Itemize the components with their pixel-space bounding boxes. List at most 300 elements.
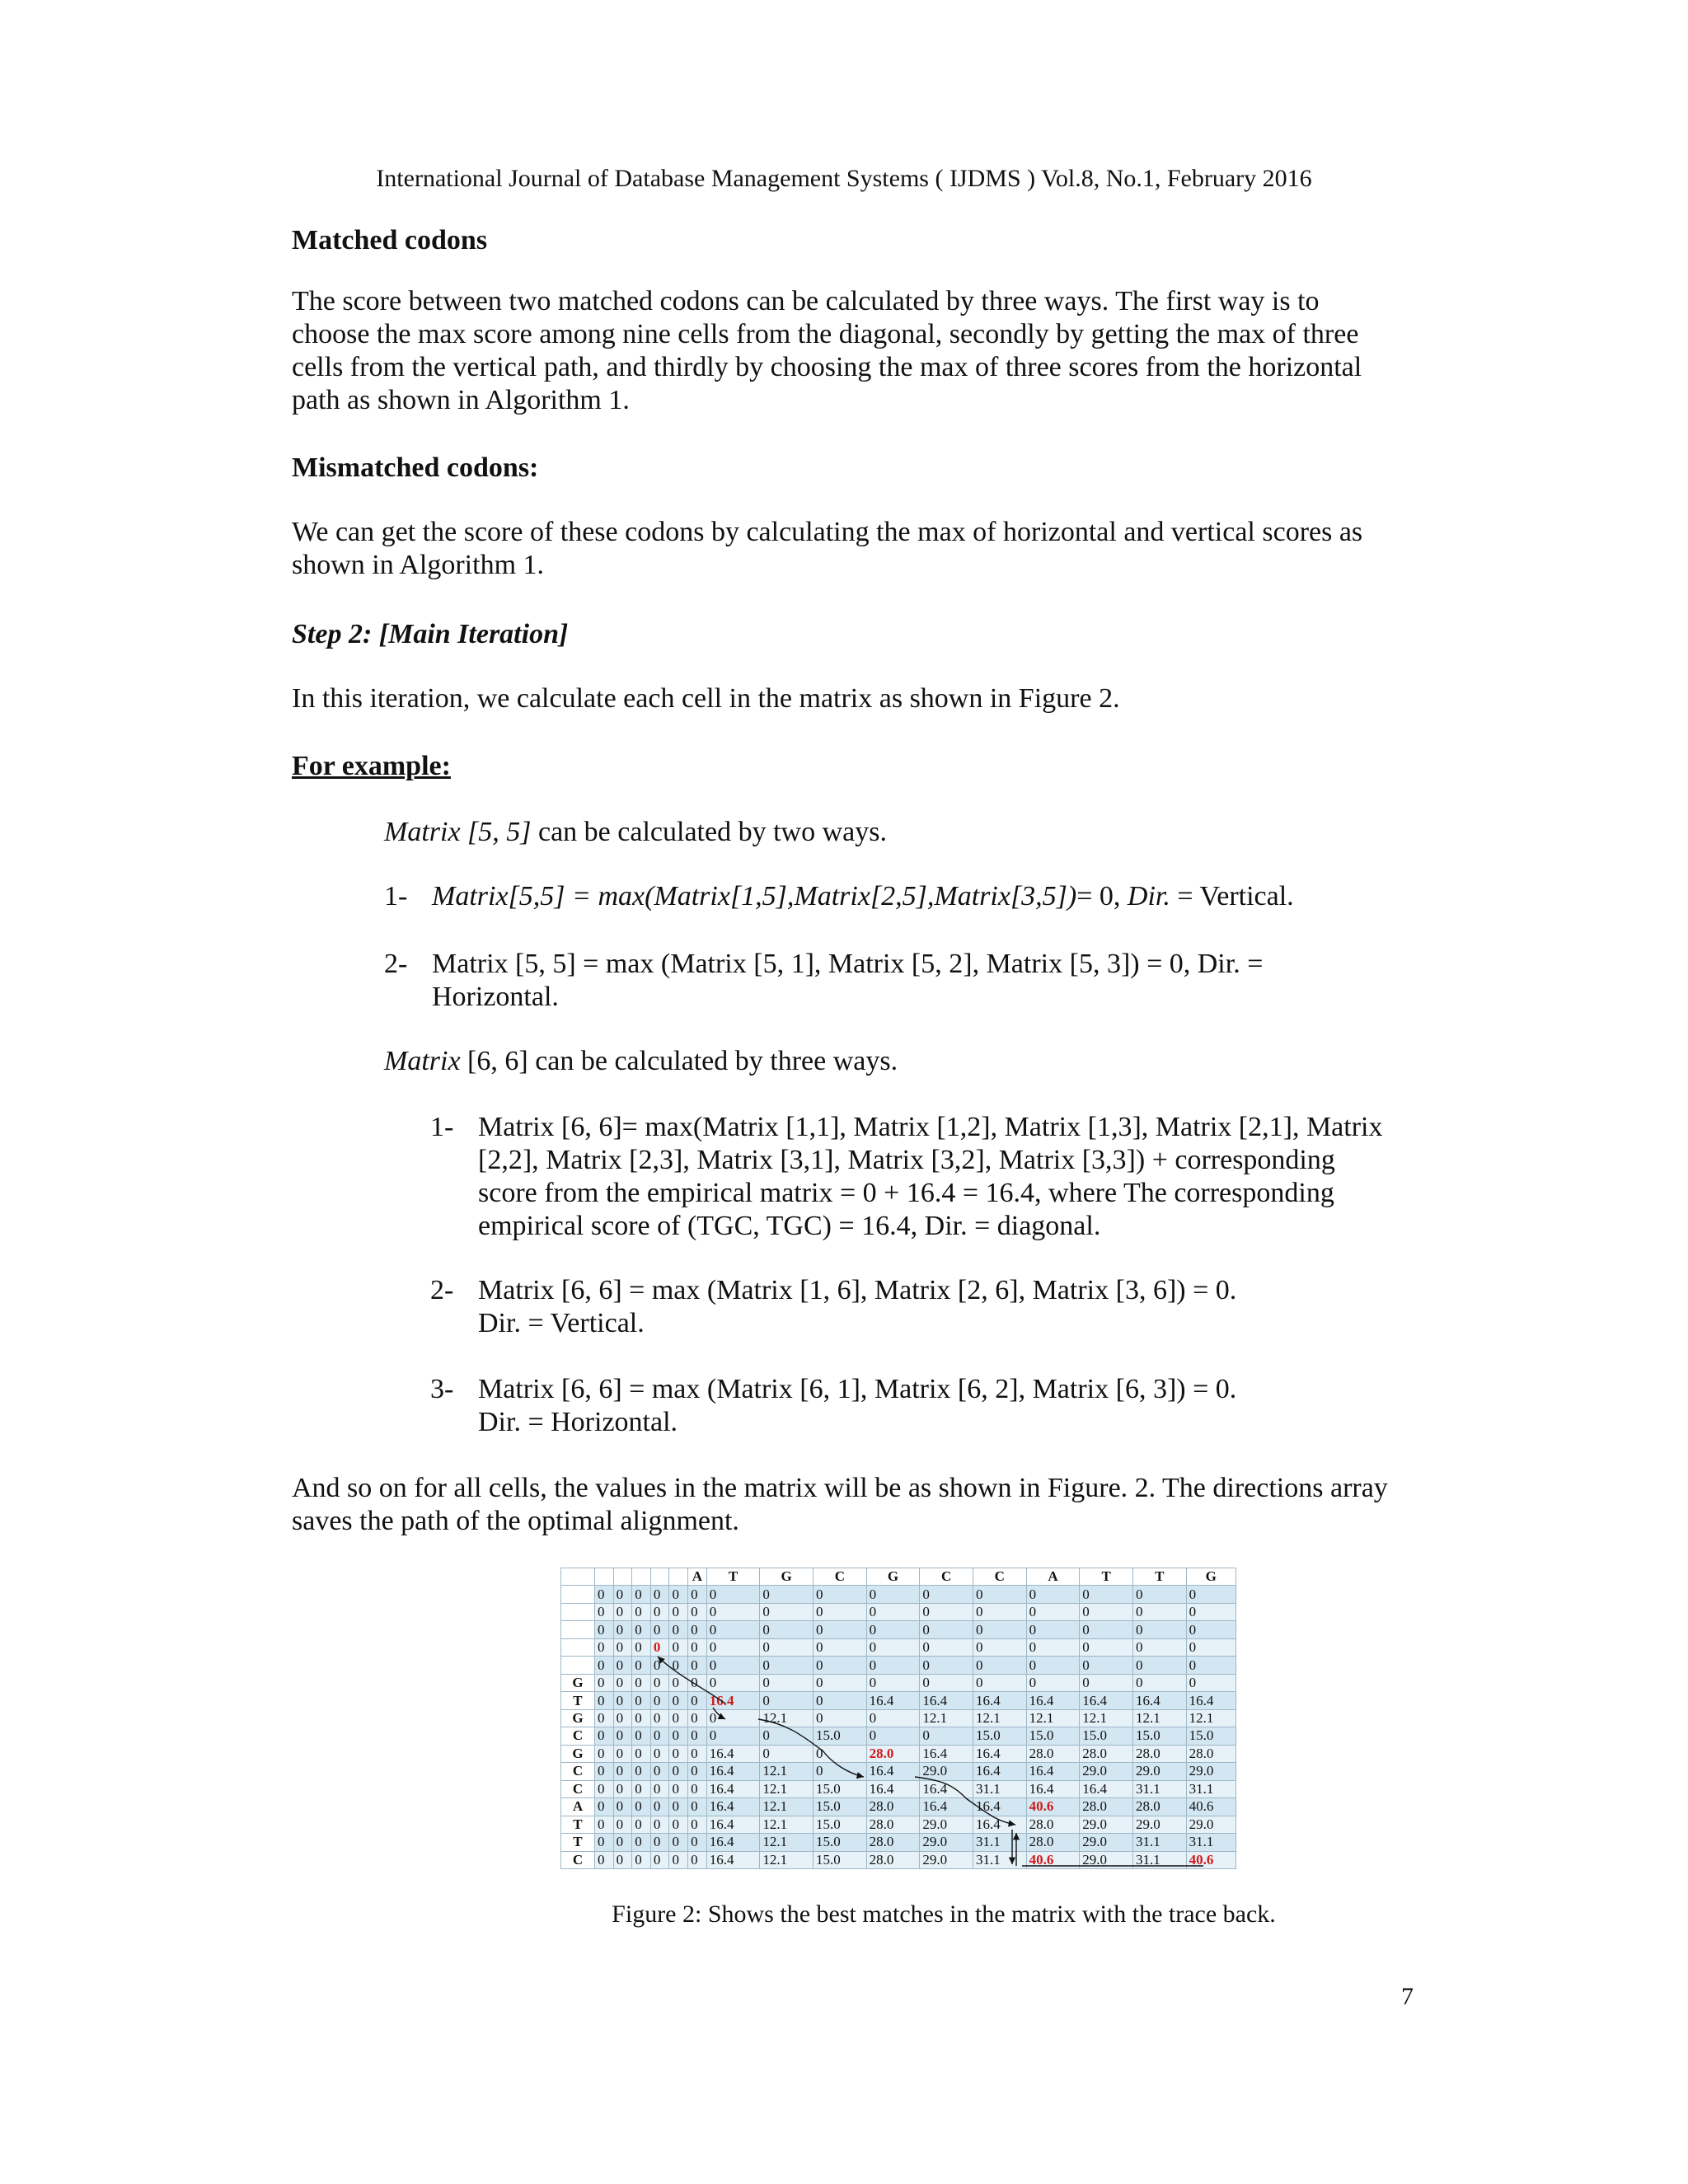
matrix-cell: 28.0 — [866, 1816, 920, 1833]
matrix-cell: 0 — [594, 1657, 613, 1674]
matrix-cell: 0 — [669, 1692, 688, 1709]
matrix-cell: 0 — [650, 1798, 669, 1816]
matrix-cell: 16.4 — [866, 1780, 920, 1797]
row-label: A — [561, 1798, 595, 1816]
matrix-cell: 0 — [1132, 1674, 1186, 1691]
matrix-cell: 0 — [760, 1674, 814, 1691]
matrix-cell: 16.4 — [973, 1692, 1026, 1709]
matrix-cell: 0 — [1026, 1638, 1080, 1656]
matrix-cell: 0 — [760, 1657, 814, 1674]
matrix-cell: 16.4 — [920, 1692, 973, 1709]
matrix-cell: 0 — [632, 1745, 651, 1762]
matrix-cell: 0 — [866, 1638, 920, 1656]
matrix-cell: 31.1 — [1132, 1834, 1186, 1851]
matrix-cell: 0 — [973, 1603, 1026, 1620]
text-line: And so on for all cells, the values in the matrix will be as shown in Figure. 2. The directions array — [292, 1473, 1388, 1503]
matrix-cell: 15.0 — [814, 1798, 867, 1816]
matrix-cell: 0 — [669, 1763, 688, 1780]
matrix-cell: 0 — [594, 1834, 613, 1851]
matrix-cell: 0 — [669, 1798, 688, 1816]
matrix-cell: 28.0 — [1080, 1798, 1133, 1816]
matrix-cell: 29.0 — [1132, 1816, 1186, 1833]
matrix-cell: 31.1 — [1186, 1780, 1236, 1797]
matrix-cell: 12.1 — [1026, 1709, 1080, 1727]
matrix-cell: 0 — [613, 1780, 632, 1797]
matrix-cell: 0 — [594, 1851, 613, 1869]
matrix-cell: 0 — [613, 1638, 632, 1656]
matrix-cell: 16.4 — [1026, 1763, 1080, 1780]
matrix-cell: 0 — [1080, 1657, 1133, 1674]
matrix-cell: 0 — [920, 1727, 973, 1745]
text-line: We can get the score of these codons by calculating the max of horizontal and vertical scores as — [292, 517, 1363, 547]
column-header — [669, 1568, 688, 1586]
text-line: shown in Algorithm 1. — [292, 550, 545, 580]
matrix-cell: 0 — [594, 1763, 613, 1780]
column-header: G — [760, 1568, 814, 1586]
matrix-cell: 0 — [814, 1709, 867, 1727]
matrix-cell: 0 — [1186, 1657, 1236, 1674]
matrix-cell: 15.0 — [814, 1780, 867, 1797]
paragraph-mismatched-codons — [292, 516, 1413, 582]
matrix-cell: 0 — [1186, 1621, 1236, 1638]
text-line: Dir. = Vertical. — [478, 1308, 645, 1338]
matrix-cell: 15.0 — [814, 1727, 867, 1745]
matrix-cell: 0 — [613, 1745, 632, 1762]
matrix-cell: 0 — [1186, 1603, 1236, 1620]
matrix-cell: 31.1 — [973, 1851, 1026, 1869]
matrix-cell: 0 — [1080, 1638, 1133, 1656]
matrix66-way-3 — [430, 1373, 1419, 1439]
dir-value: = Vertical. — [1170, 881, 1294, 912]
matrix-cell: 0 — [613, 1763, 632, 1780]
matrix-cell: 0 — [632, 1709, 651, 1727]
matrix-cell: 0 — [594, 1603, 613, 1620]
formula: Matrix[5,5] = max(Matrix[1,5],Matrix[2,5],Matrix[3,5]) — [432, 881, 1077, 912]
matrix-cell: 0 — [594, 1621, 613, 1638]
matrix-cell: 0 — [632, 1603, 651, 1620]
column-header: C — [920, 1568, 973, 1586]
matrix-cell: 0 — [594, 1816, 613, 1833]
text-line: The score between two matched codons can be calculated by three ways. The first way is to — [292, 286, 1320, 316]
matrix-cell: 0 — [613, 1674, 632, 1691]
matrix-cell: 0 — [650, 1586, 669, 1603]
heading-step-2: Step 2: [Main Iteration] — [292, 619, 569, 649]
matrix-cell: 0 — [688, 1709, 707, 1727]
matrix-row — [561, 1657, 1236, 1674]
matrix-cell: 0 — [760, 1621, 814, 1638]
matrix-cell: 0 — [632, 1727, 651, 1745]
matrix-row — [561, 1780, 1236, 1797]
matrix-cell: 0 — [706, 1727, 760, 1745]
matrix-cell: 0 — [814, 1586, 867, 1603]
matrix-cell: 0 — [669, 1834, 688, 1851]
matrix-cell: 0 — [632, 1674, 651, 1691]
matrix-cell: 16.4 — [706, 1834, 760, 1851]
matrix-cell: 0 — [706, 1674, 760, 1691]
matrix-cell: 0 — [650, 1638, 669, 1656]
matrix-cell: 0 — [866, 1727, 920, 1745]
column-header — [561, 1568, 595, 1586]
matrix-cell: 0 — [814, 1692, 867, 1709]
matrix-cell: 16.4 — [866, 1692, 920, 1709]
matrix-cell: 28.0 — [1186, 1745, 1236, 1762]
matrix-cell: 0 — [594, 1586, 613, 1603]
matrix-cell: 0 — [1080, 1674, 1133, 1691]
matrix-cell: 16.4 — [1080, 1692, 1133, 1709]
matrix-cell: 0 — [594, 1780, 613, 1797]
matrix-cell: 16.4 — [706, 1763, 760, 1780]
matrix-cell: 0 — [632, 1780, 651, 1797]
matrix-cell: 0 — [814, 1603, 867, 1620]
text-line: choose the max score among nine cells from the diagonal, secondly by getting the max of three — [292, 319, 1359, 349]
matrix-row — [561, 1674, 1236, 1691]
matrix-cell: 12.1 — [760, 1816, 814, 1833]
matrix-cell: 0 — [688, 1763, 707, 1780]
row-label: T — [561, 1816, 595, 1833]
matrix-cell: 0 — [688, 1638, 707, 1656]
matrix-cell: 16.4 — [706, 1816, 760, 1833]
matrix-cell: 16.4 — [973, 1798, 1026, 1816]
matrix-cell: 28.0 — [1026, 1816, 1080, 1833]
matrix-cell: 0 — [650, 1603, 669, 1620]
matrix-cell: 16.4 — [706, 1692, 760, 1709]
list-number: 1- — [384, 881, 408, 912]
matrix-cell: 0 — [594, 1798, 613, 1816]
matrix-cell: 0 — [669, 1851, 688, 1869]
matrix-cell: 0 — [669, 1674, 688, 1691]
matrix-cell: 0 — [650, 1692, 669, 1709]
matrix-cell: 0 — [688, 1745, 707, 1762]
list-number: 1- — [430, 1112, 454, 1142]
row-label — [561, 1621, 595, 1638]
matrix-cell: 0 — [650, 1851, 669, 1869]
paragraph-step-2: In this iteration, we calculate each cell in the matrix as shown in Figure 2. — [292, 683, 1120, 714]
matrix-cell: 29.0 — [920, 1763, 973, 1780]
column-header — [632, 1568, 651, 1586]
matrix-cell: 0 — [594, 1745, 613, 1762]
matrix-cell: 0 — [632, 1621, 651, 1638]
matrix-cell: 31.1 — [1132, 1780, 1186, 1797]
matrix-cell: 16.4 — [1132, 1692, 1186, 1709]
matrix-cell: 0 — [632, 1834, 651, 1851]
matrix-cell: 0 — [688, 1674, 707, 1691]
matrix-cell: 0 — [1080, 1603, 1133, 1620]
column-header: C — [973, 1568, 1026, 1586]
matrix-cell: 0 — [973, 1674, 1026, 1691]
matrix-cell: 16.4 — [920, 1745, 973, 1762]
matrix-row — [561, 1798, 1236, 1816]
text-line: Dir. = Horizontal. — [478, 1407, 678, 1437]
matrix-cell: 15.0 — [973, 1727, 1026, 1745]
matrix-cell: 0 — [613, 1603, 632, 1620]
matrix-cell: 0 — [613, 1586, 632, 1603]
matrix66-way-1 — [430, 1111, 1419, 1243]
matrix-cell: 0 — [760, 1638, 814, 1656]
matrix-cell: 0 — [650, 1780, 669, 1797]
matrix-cell: 0 — [613, 1798, 632, 1816]
matrix66-intro-text: [6, 6] can be calculated by three ways. — [460, 1046, 898, 1076]
matrix-cell: 0 — [650, 1621, 669, 1638]
matrix-cell: 16.4 — [973, 1816, 1026, 1833]
matrix-cell: 0 — [613, 1727, 632, 1745]
paragraph-matched-codons — [292, 285, 1413, 417]
matrix-cell: 29.0 — [920, 1816, 973, 1833]
matrix-cell: 12.1 — [1186, 1709, 1236, 1727]
figure-2-matrix — [560, 1568, 1236, 1869]
matrix-cell: 0 — [650, 1674, 669, 1691]
matrix-cell: 0 — [706, 1657, 760, 1674]
matrix-cell: 0 — [688, 1586, 707, 1603]
matrix-row — [561, 1603, 1236, 1620]
heading-mismatched-codons: Mismatched codons: — [292, 452, 539, 483]
matrix-cell: 29.0 — [920, 1851, 973, 1869]
matrix-cell: 0 — [688, 1603, 707, 1620]
figure-caption: Figure 2: Shows the best matches in the matrix with the trace back. — [612, 1900, 1276, 1928]
matrix-cell: 0 — [920, 1586, 973, 1603]
column-header: T — [1080, 1568, 1133, 1586]
matrix-cell: 0 — [920, 1603, 973, 1620]
matrix66-label: Matrix — [384, 1046, 461, 1076]
matrix-cell: 0 — [650, 1745, 669, 1762]
row-label: C — [561, 1780, 595, 1797]
matrix-cell: 31.1 — [973, 1780, 1026, 1797]
paragraph-closing — [292, 1472, 1413, 1538]
matrix-cell: 0 — [688, 1816, 707, 1833]
matrix-cell: 0 — [632, 1851, 651, 1869]
matrix-cell: 15.0 — [814, 1816, 867, 1833]
column-header: C — [814, 1568, 867, 1586]
matrix-cell: 0 — [760, 1692, 814, 1709]
matrix-cell: 0 — [920, 1621, 973, 1638]
matrix-row — [561, 1745, 1236, 1762]
matrix-cell: 29.0 — [1186, 1763, 1236, 1780]
text-line: Matrix [6, 6] = max (Matrix [6, 1], Matrix [6, 2], Matrix [6, 3]) = 0. — [478, 1374, 1237, 1404]
matrix-cell: 0 — [1186, 1674, 1236, 1691]
matrix66-way-2 — [430, 1274, 1419, 1340]
text-line: Matrix [6, 6]= max(Matrix [1,1], Matrix [1,2], Matrix [1,3], Matrix [2,1], Matrix — [478, 1112, 1383, 1142]
matrix-cell: 0 — [669, 1745, 688, 1762]
matrix-cell: 0 — [594, 1638, 613, 1656]
list-number: 2- — [430, 1275, 454, 1305]
matrix-cell: 0 — [613, 1621, 632, 1638]
matrix-cell: 29.0 — [1080, 1763, 1133, 1780]
matrix-cell: 0 — [1132, 1657, 1186, 1674]
matrix-cell: 0 — [669, 1816, 688, 1833]
matrix-cell: 0 — [594, 1709, 613, 1727]
matrix-cell: 0 — [706, 1638, 760, 1656]
matrix-cell: 0 — [1026, 1621, 1080, 1638]
matrix-cell: 0 — [613, 1692, 632, 1709]
matrix-cell: 16.4 — [706, 1745, 760, 1762]
matrix-cell: 0 — [669, 1727, 688, 1745]
matrix-cell: 0 — [688, 1621, 707, 1638]
matrix-cell: 0 — [669, 1657, 688, 1674]
matrix-row — [561, 1621, 1236, 1638]
list-number: 3- — [430, 1374, 454, 1404]
matrix-cell: 16.4 — [973, 1763, 1026, 1780]
matrix-cell: 12.1 — [760, 1709, 814, 1727]
matrix55-way-2 — [384, 948, 1373, 1014]
matrix-cell: 31.1 — [1132, 1851, 1186, 1869]
matrix-row — [561, 1586, 1236, 1603]
matrix-cell: 0 — [706, 1621, 760, 1638]
matrix-cell: 15.0 — [814, 1834, 867, 1851]
matrix-cell: 0 — [920, 1674, 973, 1691]
matrix-cell: 28.0 — [1026, 1745, 1080, 1762]
matrix-cell: 0 — [1026, 1603, 1080, 1620]
column-header: A — [688, 1568, 707, 1586]
column-header: G — [866, 1568, 920, 1586]
matrix-cell: 0 — [650, 1834, 669, 1851]
matrix-cell: 28.0 — [1026, 1834, 1080, 1851]
matrix-cell: 0 — [706, 1586, 760, 1603]
matrix-cell: 0 — [632, 1586, 651, 1603]
matrix-cell: 0 — [688, 1780, 707, 1797]
matrix-cell: 16.4 — [973, 1745, 1026, 1762]
matrix-cell: 12.1 — [1080, 1709, 1133, 1727]
matrix-cell: 16.4 — [1026, 1692, 1080, 1709]
matrix-cell: 0 — [1132, 1603, 1186, 1620]
matrix-cell: 29.0 — [1186, 1816, 1236, 1833]
column-header: T — [706, 1568, 760, 1586]
matrix-cell: 0 — [632, 1798, 651, 1816]
matrix-cell: 0 — [814, 1621, 867, 1638]
row-label — [561, 1657, 595, 1674]
matrix-cell: 29.0 — [1132, 1763, 1186, 1780]
text-line: Horizontal. — [432, 982, 559, 1012]
matrix-cell: 0 — [866, 1709, 920, 1727]
text-line: saves the path of the optimal alignment. — [292, 1506, 739, 1536]
matrix-cell: 0 — [973, 1638, 1026, 1656]
row-label: C — [561, 1763, 595, 1780]
matrix-cell: 0 — [760, 1586, 814, 1603]
matrix-cell: 0 — [613, 1709, 632, 1727]
matrix-cell: 0 — [1186, 1586, 1236, 1603]
matrix-cell: 12.1 — [760, 1798, 814, 1816]
matrix-row — [561, 1851, 1236, 1869]
matrix-cell: 0 — [706, 1603, 760, 1620]
matrix-cell: 0 — [669, 1603, 688, 1620]
matrix-cell: 0 — [1186, 1638, 1236, 1656]
matrix-cell: 0 — [1026, 1586, 1080, 1603]
matrix-cell: 0 — [866, 1674, 920, 1691]
matrix-cell: 0 — [613, 1834, 632, 1851]
matrix-cell: 0 — [814, 1745, 867, 1762]
text-line: Matrix [5, 5] = max (Matrix [5, 1], Matrix [5, 2], Matrix [5, 3]) = 0, Dir. = — [432, 949, 1264, 979]
matrix-cell: 16.4 — [706, 1798, 760, 1816]
column-header — [613, 1568, 632, 1586]
text-line: cells from the vertical path, and thirdly by choosing the max of three scores from the horizontal — [292, 352, 1362, 382]
matrix-cell: 0 — [973, 1657, 1026, 1674]
matrix-cell: 16.4 — [706, 1851, 760, 1869]
column-header — [650, 1568, 669, 1586]
matrix-cell: 28.0 — [866, 1798, 920, 1816]
matrix-cell: 0 — [973, 1621, 1026, 1638]
matrix-cell: 0 — [594, 1727, 613, 1745]
matrix-cell: 0 — [650, 1816, 669, 1833]
matrix-cell: 12.1 — [1132, 1709, 1186, 1727]
matrix-cell: 29.0 — [920, 1834, 973, 1851]
matrix-cell: 16.4 — [920, 1780, 973, 1797]
matrix-cell: 0 — [688, 1692, 707, 1709]
matrix-row — [561, 1709, 1236, 1727]
matrix-cell: 0 — [920, 1657, 973, 1674]
matrix-cell: 0 — [650, 1657, 669, 1674]
matrix-row — [561, 1727, 1236, 1745]
heading-matched-codons: Matched codons — [292, 225, 488, 255]
matrix-cell: 0 — [669, 1709, 688, 1727]
matrix-cell: 29.0 — [1080, 1851, 1133, 1869]
matrix-cell: 0 — [650, 1763, 669, 1780]
matrix-cell: 40.6 — [1186, 1851, 1236, 1869]
matrix-cell: 16.4 — [920, 1798, 973, 1816]
column-header: G — [1186, 1568, 1236, 1586]
dir-label: Dir. — [1127, 881, 1170, 912]
matrix-cell: 0 — [688, 1657, 707, 1674]
matrix-cell: 15.0 — [1186, 1727, 1236, 1745]
row-label: G — [561, 1709, 595, 1727]
matrix-cell: 0 — [866, 1603, 920, 1620]
matrix-cell: 28.0 — [1132, 1745, 1186, 1762]
matrix-cell: 12.1 — [920, 1709, 973, 1727]
matrix-cell: 0 — [1132, 1638, 1186, 1656]
matrix-cell: 0 — [920, 1638, 973, 1656]
matrix-cell: 0 — [706, 1709, 760, 1727]
matrix-cell: 0 — [760, 1745, 814, 1762]
row-label — [561, 1603, 595, 1620]
matrix-cell: 40.6 — [1026, 1851, 1080, 1869]
text-line: empirical score of (TGC, TGC) = 16.4, Dir. = diagonal. — [478, 1211, 1101, 1241]
matrix-cell: 0 — [1080, 1621, 1133, 1638]
matrix-cell: 0 — [688, 1798, 707, 1816]
matrix-cell: 16.4 — [1186, 1692, 1236, 1709]
text-line: Matrix [6, 6] = max (Matrix [1, 6], Matrix [2, 6], Matrix [3, 6]) = 0. — [478, 1275, 1237, 1305]
matrix-cell: 0 — [594, 1674, 613, 1691]
column-header — [594, 1568, 613, 1586]
matrix-cell: 0 — [613, 1657, 632, 1674]
matrix-cell: 0 — [632, 1692, 651, 1709]
matrix-cell: 0 — [650, 1709, 669, 1727]
matrix-cell: 0 — [1026, 1674, 1080, 1691]
row-label: C — [561, 1851, 595, 1869]
matrix-cell: 0 — [613, 1816, 632, 1833]
row-label: G — [561, 1674, 595, 1691]
matrix-cell: 0 — [688, 1727, 707, 1745]
matrix-cell: 40.6 — [1186, 1798, 1236, 1816]
matrix-cell: 0 — [669, 1621, 688, 1638]
column-header: A — [1026, 1568, 1080, 1586]
matrix-cell: 0 — [594, 1692, 613, 1709]
matrix-cell: 15.0 — [1132, 1727, 1186, 1745]
row-label: T — [561, 1692, 595, 1709]
matrix-header-row — [561, 1568, 1236, 1586]
matrix-cell: 0 — [866, 1621, 920, 1638]
matrix-cell: 40.6 — [1026, 1798, 1080, 1816]
matrix-cell: 0 — [814, 1638, 867, 1656]
journal-header: International Journal of Database Management Systems ( IJDMS ) Vol.8, No.1, February 2016 — [376, 165, 1312, 192]
matrix-cell: 0 — [669, 1780, 688, 1797]
formula-result: = 0, — [1076, 881, 1128, 912]
row-label — [561, 1586, 595, 1603]
matrix-cell: 12.1 — [760, 1780, 814, 1797]
matrix-cell: 0 — [650, 1727, 669, 1745]
matrix-row — [561, 1763, 1236, 1780]
matrix-cell: 16.4 — [1026, 1780, 1080, 1797]
matrix-cell: 28.0 — [866, 1851, 920, 1869]
score-matrix-table — [560, 1568, 1236, 1869]
matrix-cell: 16.4 — [706, 1780, 760, 1797]
matrix-cell: 16.4 — [866, 1763, 920, 1780]
